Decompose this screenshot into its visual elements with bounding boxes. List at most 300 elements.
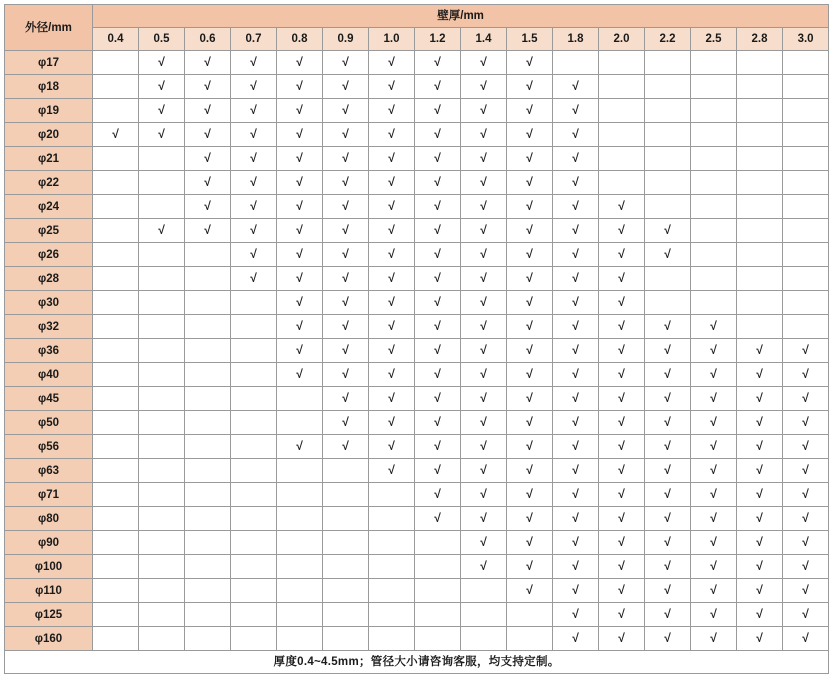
check-icon: √ bbox=[342, 367, 349, 381]
availability-cell-checked bbox=[507, 195, 553, 219]
availability-cell-empty bbox=[139, 387, 185, 411]
footnote-text: 厚度0.4~4.5mm；管径大小请咨询客服，均支持定制。 bbox=[5, 651, 829, 674]
availability-cell-empty bbox=[139, 267, 185, 291]
availability-cell-checked bbox=[323, 51, 369, 75]
check-icon: √ bbox=[296, 55, 303, 69]
availability-cell-checked bbox=[369, 363, 415, 387]
availability-cell-empty bbox=[323, 507, 369, 531]
check-icon: √ bbox=[802, 391, 809, 405]
check-icon: √ bbox=[664, 247, 671, 261]
check-icon: √ bbox=[250, 151, 257, 165]
availability-cell-empty bbox=[231, 363, 277, 387]
availability-cell-empty bbox=[737, 315, 783, 339]
availability-cell-empty bbox=[93, 603, 139, 627]
availability-cell-empty bbox=[231, 603, 277, 627]
check-icon: √ bbox=[434, 391, 441, 405]
availability-cell-empty bbox=[93, 555, 139, 579]
availability-cell-checked bbox=[415, 243, 461, 267]
check-icon: √ bbox=[480, 247, 487, 261]
check-icon: √ bbox=[618, 343, 625, 357]
availability-cell-empty bbox=[599, 51, 645, 75]
availability-cell-checked bbox=[461, 483, 507, 507]
check-icon: √ bbox=[480, 319, 487, 333]
check-icon: √ bbox=[434, 55, 441, 69]
availability-cell-empty bbox=[277, 555, 323, 579]
check-icon: √ bbox=[664, 367, 671, 381]
check-icon: √ bbox=[618, 367, 625, 381]
check-icon: √ bbox=[434, 79, 441, 93]
pipe-spec-table bbox=[4, 4, 829, 674]
check-icon: √ bbox=[296, 367, 303, 381]
availability-cell-empty bbox=[277, 603, 323, 627]
check-icon: √ bbox=[526, 439, 533, 453]
check-icon: √ bbox=[342, 271, 349, 285]
availability-cell-checked bbox=[599, 339, 645, 363]
availability-cell-checked bbox=[507, 339, 553, 363]
thickness-column-header: 1.8 bbox=[553, 28, 599, 51]
availability-cell-checked bbox=[415, 195, 461, 219]
availability-cell-empty bbox=[783, 51, 829, 75]
check-icon: √ bbox=[526, 415, 533, 429]
check-icon: √ bbox=[296, 103, 303, 117]
diameter-label: φ19 bbox=[5, 99, 93, 123]
check-icon: √ bbox=[296, 439, 303, 453]
availability-cell-empty bbox=[645, 123, 691, 147]
table-row bbox=[5, 195, 829, 219]
availability-cell-empty bbox=[599, 123, 645, 147]
check-icon: √ bbox=[342, 79, 349, 93]
check-icon: √ bbox=[756, 463, 763, 477]
check-icon: √ bbox=[572, 415, 579, 429]
availability-cell-checked bbox=[323, 291, 369, 315]
check-icon: √ bbox=[710, 511, 717, 525]
row-header-label: 外径/mm bbox=[5, 5, 93, 51]
thickness-column-header: 2.0 bbox=[599, 28, 645, 51]
availability-cell-empty bbox=[139, 579, 185, 603]
table-row bbox=[5, 291, 829, 315]
availability-cell-checked bbox=[461, 219, 507, 243]
check-icon: √ bbox=[158, 103, 165, 117]
availability-cell-checked bbox=[461, 339, 507, 363]
availability-cell-checked bbox=[645, 555, 691, 579]
availability-cell-empty bbox=[93, 75, 139, 99]
availability-cell-empty bbox=[185, 435, 231, 459]
availability-cell-checked bbox=[737, 459, 783, 483]
availability-cell-checked bbox=[369, 387, 415, 411]
availability-cell-checked bbox=[323, 315, 369, 339]
availability-cell-checked bbox=[461, 291, 507, 315]
check-icon: √ bbox=[710, 487, 717, 501]
check-icon: √ bbox=[434, 247, 441, 261]
diameter-label: φ22 bbox=[5, 171, 93, 195]
availability-cell-checked bbox=[599, 531, 645, 555]
availability-cell-checked bbox=[553, 507, 599, 531]
availability-cell-empty bbox=[93, 267, 139, 291]
check-icon: √ bbox=[526, 175, 533, 189]
availability-cell-empty bbox=[93, 387, 139, 411]
check-icon: √ bbox=[296, 343, 303, 357]
check-icon: √ bbox=[526, 535, 533, 549]
availability-cell-empty bbox=[415, 531, 461, 555]
availability-cell-empty bbox=[139, 363, 185, 387]
check-icon: √ bbox=[572, 199, 579, 213]
availability-cell-checked bbox=[737, 483, 783, 507]
check-icon: √ bbox=[618, 223, 625, 237]
check-icon: √ bbox=[388, 223, 395, 237]
availability-cell-checked bbox=[461, 99, 507, 123]
thickness-column-header: 0.8 bbox=[277, 28, 323, 51]
availability-cell-empty bbox=[231, 339, 277, 363]
check-icon: √ bbox=[664, 511, 671, 525]
table-row bbox=[5, 555, 829, 579]
availability-cell-checked bbox=[599, 603, 645, 627]
availability-cell-empty bbox=[185, 603, 231, 627]
check-icon: √ bbox=[388, 175, 395, 189]
check-icon: √ bbox=[158, 55, 165, 69]
diameter-label: φ80 bbox=[5, 507, 93, 531]
check-icon: √ bbox=[250, 55, 257, 69]
check-icon: √ bbox=[434, 223, 441, 237]
availability-cell-empty bbox=[691, 123, 737, 147]
check-icon: √ bbox=[342, 247, 349, 261]
availability-cell-checked bbox=[599, 387, 645, 411]
availability-cell-checked bbox=[507, 123, 553, 147]
availability-cell-checked bbox=[645, 315, 691, 339]
check-icon: √ bbox=[388, 271, 395, 285]
check-icon: √ bbox=[388, 343, 395, 357]
check-icon: √ bbox=[710, 583, 717, 597]
availability-cell-checked bbox=[737, 435, 783, 459]
availability-cell-checked bbox=[323, 195, 369, 219]
check-icon: √ bbox=[480, 295, 487, 309]
availability-cell-empty bbox=[369, 507, 415, 531]
check-icon: √ bbox=[710, 607, 717, 621]
availability-cell-checked bbox=[507, 51, 553, 75]
availability-cell-checked bbox=[461, 387, 507, 411]
availability-cell-empty bbox=[691, 147, 737, 171]
availability-cell-empty bbox=[645, 51, 691, 75]
diameter-label: φ45 bbox=[5, 387, 93, 411]
check-icon: √ bbox=[572, 487, 579, 501]
check-icon: √ bbox=[572, 295, 579, 309]
diameter-label: φ17 bbox=[5, 51, 93, 75]
availability-cell-checked bbox=[553, 531, 599, 555]
availability-cell-empty bbox=[645, 267, 691, 291]
check-icon: √ bbox=[434, 127, 441, 141]
availability-cell-checked bbox=[645, 483, 691, 507]
availability-cell-checked bbox=[553, 363, 599, 387]
check-icon: √ bbox=[480, 391, 487, 405]
check-icon: √ bbox=[204, 199, 211, 213]
check-icon: √ bbox=[710, 463, 717, 477]
check-icon: √ bbox=[526, 583, 533, 597]
check-icon: √ bbox=[618, 391, 625, 405]
availability-cell-checked bbox=[231, 99, 277, 123]
availability-cell-checked bbox=[139, 99, 185, 123]
check-icon: √ bbox=[572, 559, 579, 573]
availability-cell-checked bbox=[461, 147, 507, 171]
check-icon: √ bbox=[664, 607, 671, 621]
check-icon: √ bbox=[618, 535, 625, 549]
thickness-column-header: 2.5 bbox=[691, 28, 737, 51]
thickness-column-header: 2.2 bbox=[645, 28, 691, 51]
availability-cell-empty bbox=[599, 147, 645, 171]
availability-cell-checked bbox=[599, 459, 645, 483]
thickness-column-header: 1.0 bbox=[369, 28, 415, 51]
availability-cell-checked bbox=[277, 363, 323, 387]
header-row-thickness bbox=[5, 28, 829, 51]
availability-cell-checked bbox=[461, 315, 507, 339]
availability-cell-checked bbox=[553, 219, 599, 243]
availability-cell-empty bbox=[93, 171, 139, 195]
check-icon: √ bbox=[250, 175, 257, 189]
check-icon: √ bbox=[664, 319, 671, 333]
check-icon: √ bbox=[756, 631, 763, 645]
availability-cell-checked bbox=[599, 411, 645, 435]
check-icon: √ bbox=[802, 367, 809, 381]
check-icon: √ bbox=[664, 487, 671, 501]
check-icon: √ bbox=[618, 559, 625, 573]
availability-cell-empty bbox=[645, 195, 691, 219]
availability-cell-checked bbox=[553, 435, 599, 459]
availability-cell-empty bbox=[737, 51, 783, 75]
availability-cell-checked bbox=[231, 267, 277, 291]
availability-cell-empty bbox=[93, 579, 139, 603]
availability-cell-checked bbox=[415, 75, 461, 99]
availability-cell-checked bbox=[231, 123, 277, 147]
availability-cell-empty bbox=[185, 267, 231, 291]
availability-cell-checked bbox=[645, 603, 691, 627]
diameter-label: φ100 bbox=[5, 555, 93, 579]
availability-cell-empty bbox=[691, 99, 737, 123]
check-icon: √ bbox=[480, 151, 487, 165]
check-icon: √ bbox=[388, 439, 395, 453]
availability-cell-checked bbox=[415, 339, 461, 363]
check-icon: √ bbox=[756, 535, 763, 549]
check-icon: √ bbox=[802, 583, 809, 597]
availability-cell-checked bbox=[323, 339, 369, 363]
availability-cell-empty bbox=[369, 579, 415, 603]
check-icon: √ bbox=[618, 295, 625, 309]
availability-cell-empty bbox=[93, 339, 139, 363]
diameter-label: φ28 bbox=[5, 267, 93, 291]
check-icon: √ bbox=[572, 511, 579, 525]
check-icon: √ bbox=[572, 583, 579, 597]
check-icon: √ bbox=[434, 199, 441, 213]
availability-cell-checked bbox=[645, 339, 691, 363]
availability-cell-checked bbox=[323, 123, 369, 147]
availability-cell-empty bbox=[185, 387, 231, 411]
check-icon: √ bbox=[664, 343, 671, 357]
availability-cell-empty bbox=[369, 555, 415, 579]
availability-cell-checked bbox=[645, 243, 691, 267]
availability-cell-checked bbox=[461, 171, 507, 195]
check-icon: √ bbox=[572, 535, 579, 549]
availability-cell-checked bbox=[277, 435, 323, 459]
availability-cell-empty bbox=[185, 483, 231, 507]
availability-cell-checked bbox=[369, 291, 415, 315]
availability-cell-empty bbox=[139, 459, 185, 483]
availability-cell-checked bbox=[415, 315, 461, 339]
check-icon: √ bbox=[618, 463, 625, 477]
check-icon: √ bbox=[802, 463, 809, 477]
availability-cell-empty bbox=[737, 219, 783, 243]
availability-cell-checked bbox=[507, 483, 553, 507]
availability-cell-empty bbox=[323, 579, 369, 603]
availability-cell-checked bbox=[507, 219, 553, 243]
availability-cell-checked bbox=[323, 435, 369, 459]
check-icon: √ bbox=[480, 175, 487, 189]
check-icon: √ bbox=[296, 247, 303, 261]
availability-cell-empty bbox=[93, 147, 139, 171]
thickness-column-header: 0.5 bbox=[139, 28, 185, 51]
check-icon: √ bbox=[710, 535, 717, 549]
availability-cell-checked bbox=[507, 243, 553, 267]
availability-cell-empty bbox=[277, 459, 323, 483]
availability-cell-checked bbox=[461, 51, 507, 75]
availability-cell-empty bbox=[737, 99, 783, 123]
availability-cell-empty bbox=[737, 171, 783, 195]
check-icon: √ bbox=[250, 79, 257, 93]
check-icon: √ bbox=[388, 79, 395, 93]
table-row bbox=[5, 603, 829, 627]
table-body bbox=[5, 51, 829, 651]
availability-cell-checked bbox=[369, 99, 415, 123]
diameter-label: φ63 bbox=[5, 459, 93, 483]
check-icon: √ bbox=[710, 559, 717, 573]
availability-cell-checked bbox=[783, 555, 829, 579]
availability-cell-empty bbox=[139, 603, 185, 627]
availability-cell-empty bbox=[553, 51, 599, 75]
check-icon: √ bbox=[250, 223, 257, 237]
availability-cell-checked bbox=[645, 219, 691, 243]
availability-cell-checked bbox=[553, 171, 599, 195]
availability-cell-checked bbox=[415, 363, 461, 387]
availability-cell-checked bbox=[783, 363, 829, 387]
check-icon: √ bbox=[434, 271, 441, 285]
availability-cell-empty bbox=[599, 75, 645, 99]
check-icon: √ bbox=[526, 223, 533, 237]
check-icon: √ bbox=[204, 223, 211, 237]
check-icon: √ bbox=[480, 487, 487, 501]
availability-cell-empty bbox=[93, 363, 139, 387]
diameter-label: φ160 bbox=[5, 627, 93, 651]
availability-cell-empty bbox=[185, 555, 231, 579]
check-icon: √ bbox=[756, 391, 763, 405]
check-icon: √ bbox=[342, 55, 349, 69]
availability-cell-checked bbox=[461, 435, 507, 459]
availability-cell-checked bbox=[461, 123, 507, 147]
availability-cell-empty bbox=[737, 75, 783, 99]
check-icon: √ bbox=[388, 295, 395, 309]
availability-cell-empty bbox=[277, 483, 323, 507]
check-icon: √ bbox=[618, 247, 625, 261]
check-icon: √ bbox=[480, 463, 487, 477]
availability-cell-checked bbox=[599, 315, 645, 339]
availability-cell-checked bbox=[415, 291, 461, 315]
availability-cell-checked bbox=[277, 171, 323, 195]
thickness-column-header: 0.6 bbox=[185, 28, 231, 51]
availability-cell-empty bbox=[783, 195, 829, 219]
check-icon: √ bbox=[296, 319, 303, 333]
check-icon: √ bbox=[434, 439, 441, 453]
availability-cell-checked bbox=[277, 243, 323, 267]
check-icon: √ bbox=[572, 151, 579, 165]
availability-cell-checked bbox=[369, 51, 415, 75]
check-icon: √ bbox=[710, 631, 717, 645]
availability-cell-empty bbox=[93, 243, 139, 267]
check-icon: √ bbox=[664, 415, 671, 429]
check-icon: √ bbox=[664, 439, 671, 453]
diameter-label: φ110 bbox=[5, 579, 93, 603]
availability-cell-checked bbox=[645, 363, 691, 387]
check-icon: √ bbox=[756, 607, 763, 621]
availability-cell-checked bbox=[507, 99, 553, 123]
availability-cell-checked bbox=[277, 123, 323, 147]
availability-cell-empty bbox=[645, 171, 691, 195]
availability-cell-checked bbox=[369, 267, 415, 291]
availability-cell-checked bbox=[553, 555, 599, 579]
check-icon: √ bbox=[802, 607, 809, 621]
availability-cell-checked bbox=[645, 507, 691, 531]
diameter-label: φ56 bbox=[5, 435, 93, 459]
check-icon: √ bbox=[572, 439, 579, 453]
availability-cell-empty bbox=[323, 555, 369, 579]
check-icon: √ bbox=[480, 343, 487, 357]
availability-cell-checked bbox=[553, 75, 599, 99]
availability-cell-empty bbox=[507, 603, 553, 627]
check-icon: √ bbox=[756, 487, 763, 501]
availability-cell-checked bbox=[461, 411, 507, 435]
check-icon: √ bbox=[480, 55, 487, 69]
availability-cell-checked bbox=[323, 411, 369, 435]
availability-cell-empty bbox=[277, 531, 323, 555]
table-row bbox=[5, 123, 829, 147]
availability-cell-checked bbox=[507, 555, 553, 579]
availability-cell-empty bbox=[691, 243, 737, 267]
table-row bbox=[5, 219, 829, 243]
availability-cell-empty bbox=[93, 411, 139, 435]
check-icon: √ bbox=[618, 511, 625, 525]
check-icon: √ bbox=[480, 199, 487, 213]
thickness-column-header: 0.4 bbox=[93, 28, 139, 51]
check-icon: √ bbox=[250, 103, 257, 117]
availability-cell-empty bbox=[185, 339, 231, 363]
availability-cell-checked bbox=[415, 411, 461, 435]
availability-cell-checked bbox=[461, 531, 507, 555]
availability-cell-empty bbox=[231, 387, 277, 411]
availability-cell-empty bbox=[139, 555, 185, 579]
check-icon: √ bbox=[710, 319, 717, 333]
check-icon: √ bbox=[802, 535, 809, 549]
table-row bbox=[5, 507, 829, 531]
diameter-label: φ24 bbox=[5, 195, 93, 219]
check-icon: √ bbox=[802, 631, 809, 645]
availability-cell-empty bbox=[599, 99, 645, 123]
availability-cell-checked bbox=[369, 123, 415, 147]
check-icon: √ bbox=[296, 223, 303, 237]
check-icon: √ bbox=[342, 151, 349, 165]
check-icon: √ bbox=[250, 271, 257, 285]
check-icon: √ bbox=[618, 583, 625, 597]
availability-cell-checked bbox=[553, 99, 599, 123]
thickness-column-header: 0.9 bbox=[323, 28, 369, 51]
availability-cell-checked bbox=[461, 195, 507, 219]
availability-cell-checked bbox=[461, 555, 507, 579]
availability-cell-checked bbox=[461, 243, 507, 267]
diameter-label: φ25 bbox=[5, 219, 93, 243]
availability-cell-checked bbox=[323, 147, 369, 171]
